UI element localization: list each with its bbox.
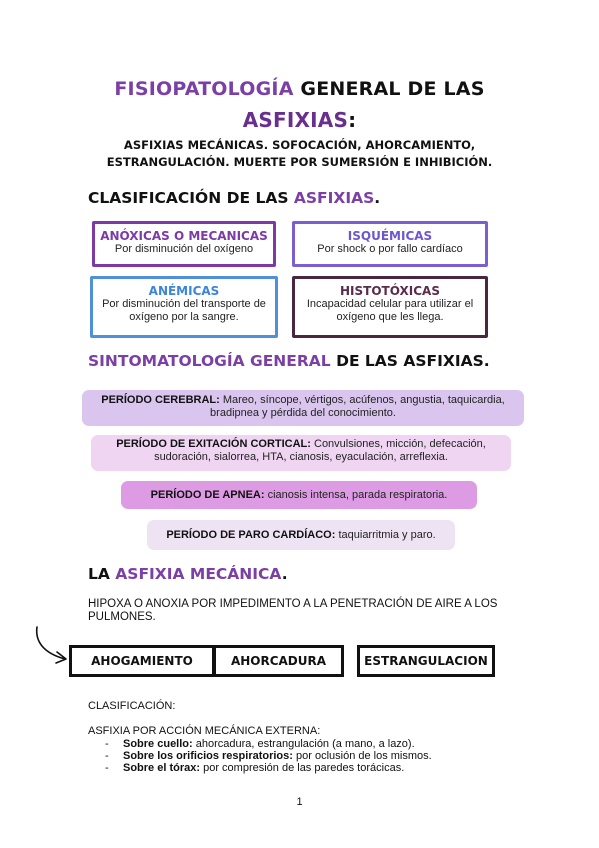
- heading-post: .: [281, 565, 288, 583]
- title-rest: GENERAL DE LAS: [293, 78, 485, 100]
- box-desc: Por shock o por fallo cardíaco: [317, 243, 463, 255]
- period-text: Convulsiones, micción, defecación, sudoración, sialorrea, HTA, cianosis, eyaculación, arreflexia.: [154, 438, 486, 463]
- period-apnea: [121, 481, 477, 509]
- period-text: taquiarritmia y paro.: [335, 529, 436, 541]
- list-item: [103, 750, 432, 762]
- curved-arrow-icon: [33, 625, 71, 667]
- heading-pre: CLASIFICACIÓN DE LAS: [88, 189, 294, 207]
- period-label: PERÍODO CEREBRAL:: [101, 394, 220, 406]
- classification-heading: [88, 189, 380, 207]
- type-ahorcadura: AHORCADURA: [213, 645, 344, 677]
- heading-highlight: ASFIXIA MECÁNICA: [115, 565, 282, 583]
- type-ahogamiento: AHOGAMIENTO: [69, 645, 215, 677]
- box-isquemicas: [292, 221, 488, 267]
- period-label: PERÍODO DE APNEA:: [150, 489, 265, 501]
- item-text: por oclusión de los mismos.: [292, 750, 432, 762]
- page-number: 1: [296, 796, 303, 808]
- heading-highlight: ASFIXIAS: [293, 189, 375, 207]
- type-estrangulacion: ESTRANGULACION: [357, 645, 495, 677]
- list-item: [103, 762, 432, 774]
- period-label: PERÍODO DE PARO CARDÍACO:: [166, 529, 336, 541]
- period-text: Mareo, síncope, vértigos, acúfenos, angustia, taquicardia, bradipnea y pérdida del conocimiento.: [210, 394, 505, 419]
- heading-post: .: [374, 189, 381, 207]
- item-text: ahorcadura, estrangulación (a mano, a lazo).: [192, 738, 415, 750]
- subtitle-line2: ESTRANGULACIÓN. MUERTE POR SUMERSIÓN E INHIBICIÓN.: [106, 155, 493, 169]
- period-paro-cardiaco: [147, 520, 455, 550]
- box-title: HISTOTÓXICAS: [340, 284, 440, 298]
- heading-pre: LA: [88, 565, 116, 583]
- box-desc: Incapacidad celular para utilizar el oxígeno que les llega.: [306, 298, 474, 323]
- box-title: ANÉMICAS: [148, 284, 220, 298]
- box-anoxicas: [92, 221, 276, 267]
- title-asfixias: ASFIXIAS: [242, 108, 349, 132]
- box-title: ISQUÉMICAS: [347, 229, 433, 243]
- title-highlight: FISIOPATOLOGÍA: [114, 78, 294, 100]
- box-histotoxicas: [292, 276, 488, 338]
- box-title: ANÓXICAS O MECANICAS: [100, 229, 268, 243]
- item-label: Sobre los orificios respiratorios:: [123, 750, 293, 762]
- item-text: por compresión de las paredes torácicas.: [200, 762, 405, 774]
- period-text: cianosis intensa, parada respiratoria.: [264, 489, 448, 501]
- external-action-label: ASFIXIA POR ACCIÓN MECÁNICA EXTERNA:: [88, 725, 321, 737]
- list-item: [103, 738, 432, 750]
- box-anemicas: [90, 276, 278, 338]
- mechanical-definition: HIPOXA O ANOXIA POR IMPEDIMENTO A LA PENETRACIÓN DE AIRE A LOS PULMONES.: [88, 598, 498, 623]
- heading-rest: DE LAS ASFIXIAS.: [330, 352, 490, 370]
- box-desc: Por disminución del transporte de oxígeno por la sangre.: [102, 298, 266, 323]
- external-action-list: [103, 738, 432, 774]
- period-label: PERÍODO DE EXITACIÓN CORTICAL:: [116, 438, 311, 450]
- mechanical-heading: [88, 565, 288, 583]
- period-cortical: [91, 435, 511, 471]
- title-colon: :: [348, 108, 357, 132]
- period-cerebral: [82, 390, 524, 426]
- item-label: Sobre el tórax:: [123, 762, 201, 774]
- heading-highlight: SINTOMATOLOGÍA GENERAL: [88, 352, 331, 370]
- page-title-line2: [0, 108, 599, 132]
- subtitle-line1: ASFIXIAS MECÁNICAS. SOFOCACIÓN, AHORCAMIENTO,: [123, 138, 476, 152]
- box-desc: Por disminución del oxígeno: [114, 243, 254, 255]
- classification-label: CLASIFICACIÓN:: [88, 700, 176, 712]
- symptoms-heading: [88, 352, 490, 370]
- page-title-line1: [0, 78, 599, 100]
- item-label: Sobre cuello:: [123, 738, 193, 750]
